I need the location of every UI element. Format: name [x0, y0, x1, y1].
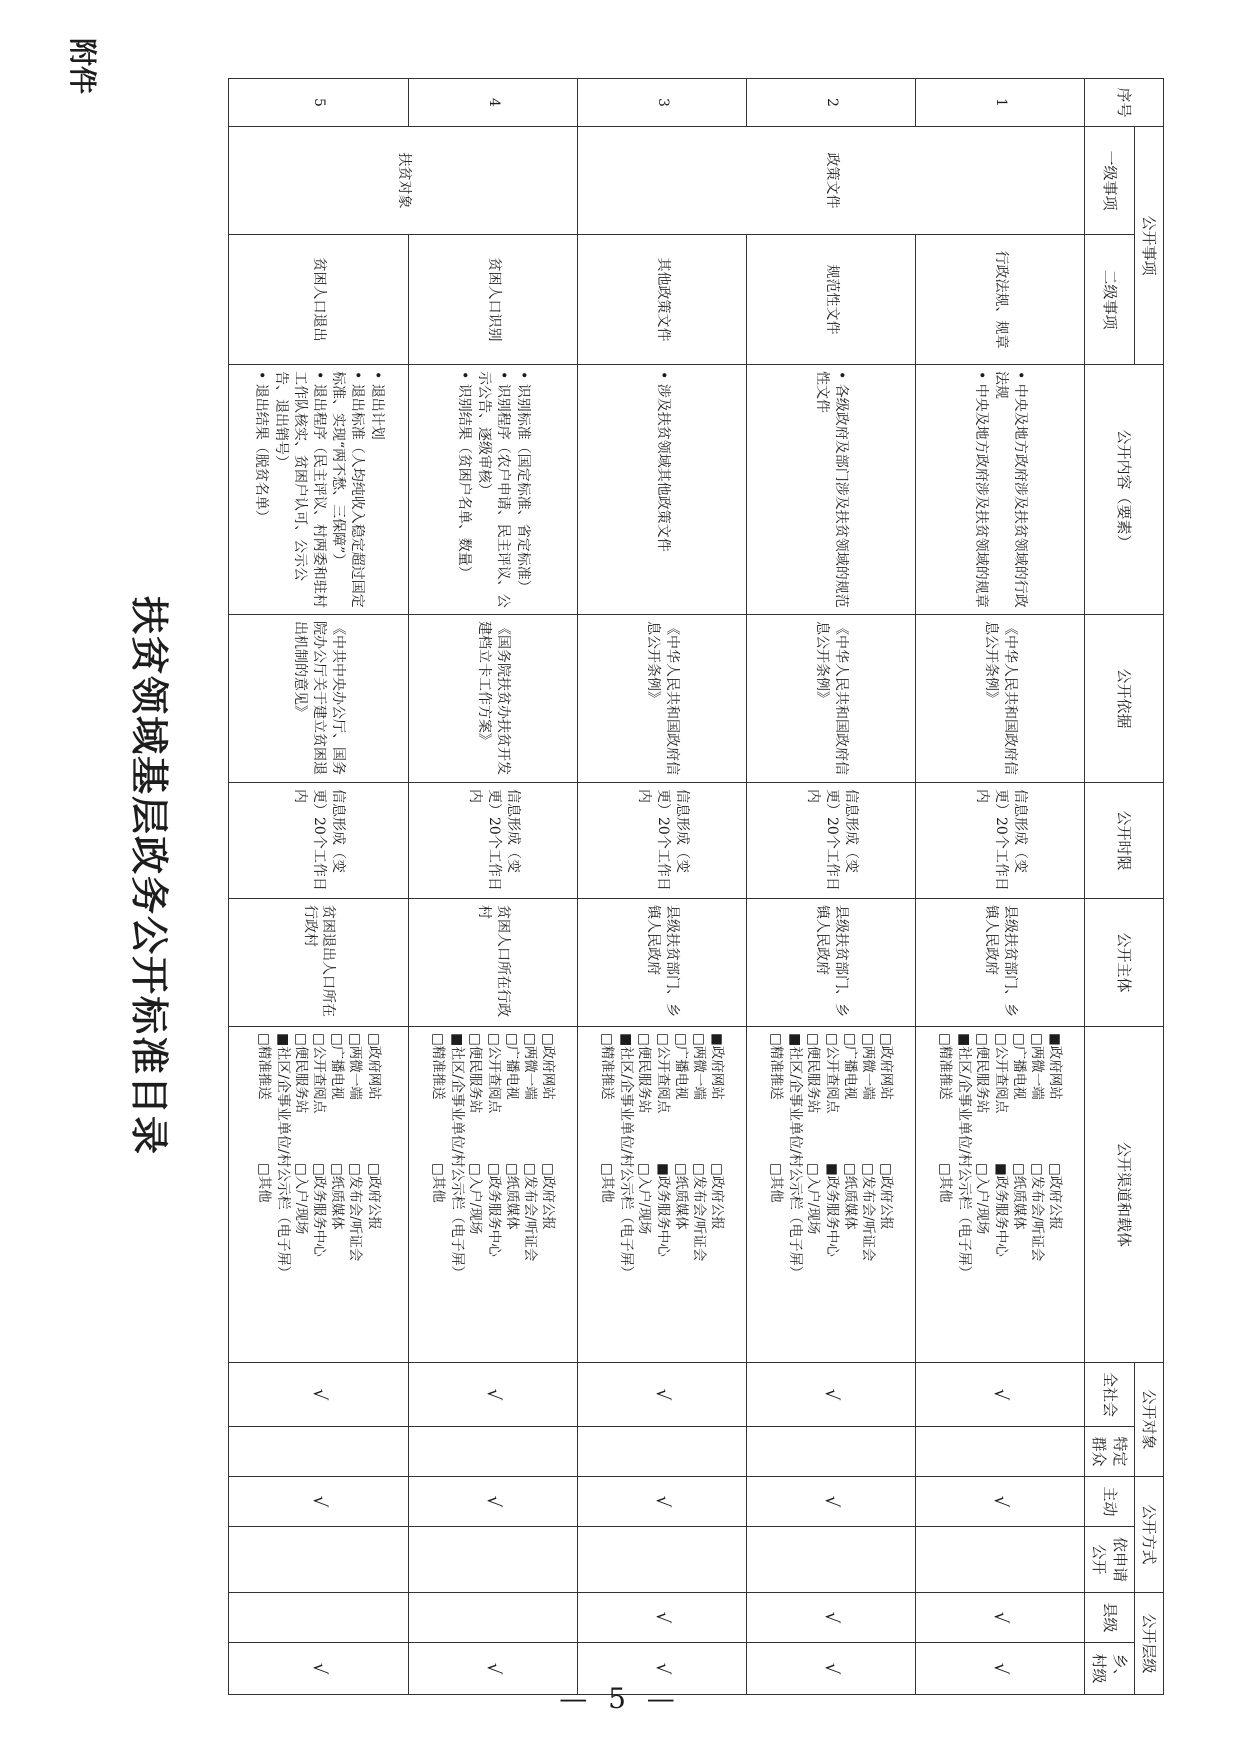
content-item: • 退出计划 [369, 371, 386, 440]
channel-option: □政府公报 [540, 1163, 557, 1230]
channel-option: □纸质媒体 [329, 1163, 346, 1230]
channel-option: □发布会/听证会 [522, 1163, 539, 1262]
header-level-group: 公开层级 [1134, 1593, 1163, 1695]
channel-option: □发布会/听证会 [1029, 1163, 1046, 1262]
cell-method-active: √ [916, 1477, 1085, 1527]
cell-content [747, 365, 916, 615]
content-item: • 涉及扶贫领域其他政策文件 [654, 371, 671, 552]
channel-option: □精准推送 [599, 1033, 616, 1100]
cell-audience-specific [229, 1427, 409, 1477]
cell-seq: 5 [229, 79, 409, 127]
cell-level-township: √ [916, 1643, 1085, 1695]
channel-option: □其他 [768, 1163, 785, 1203]
cell-method-active: √ [409, 1477, 578, 1527]
header-items-group: 公开事项 [1134, 127, 1163, 365]
cell-audience-specific [747, 1427, 916, 1477]
channel-option: □公开查阅点 [311, 1033, 328, 1114]
content-item: • 退出标准（人均纯收入稳定超过国定标准、实现“两不愁、三保障”） [330, 371, 366, 608]
cell-subject: 贫困退出人口所在行政村 [229, 899, 409, 1027]
channel-option: ■政务服务中心 [654, 1163, 671, 1257]
channel-option: □两微一端 [522, 1033, 539, 1100]
header-basis: 公开依据 [1085, 615, 1164, 783]
cell-content [409, 365, 578, 615]
cell-level-township: √ [747, 1643, 916, 1695]
cell-channels [229, 1027, 409, 1363]
cell-method-active: √ [578, 1477, 747, 1527]
header-content: 公开内容（要素） [1085, 365, 1164, 615]
channel-option: □精准推送 [768, 1033, 785, 1100]
header-method-request: 依申请公开 [1085, 1527, 1135, 1593]
cell-subject: 县级扶贫部门、乡镇人民政府 [916, 899, 1085, 1027]
channel-option: ■政务服务中心 [992, 1163, 1009, 1257]
channel-option: □公开查阅点 [485, 1033, 502, 1114]
channel-option: □政务服务中心 [485, 1163, 502, 1257]
cell-content [578, 365, 747, 615]
cell-method-active: √ [747, 1477, 916, 1527]
cell-level1: 扶贫对象 [229, 127, 578, 235]
cell-method-request [747, 1527, 916, 1593]
table-row [747, 79, 916, 1695]
cell-basis: 《国务院扶贫办扶贫开发建档立卡工作方案》 [409, 615, 578, 783]
channel-option: □广播电视 [503, 1033, 520, 1100]
cell-content [916, 365, 1085, 615]
header-time-limit: 公开时限 [1085, 783, 1164, 899]
channel-option: □其他 [599, 1163, 616, 1203]
channel-option: □精准推送 [255, 1033, 272, 1100]
header-audience-group: 公开对象 [1134, 1363, 1163, 1477]
cell-audience-all: √ [747, 1363, 916, 1427]
cell-level2: 贫困人口退出 [229, 235, 409, 365]
channel-option: □便民服务站 [974, 1033, 991, 1114]
cell-level-township: √ [409, 1643, 578, 1695]
content-item: • 中央及地方政府涉及扶贫领域的行政法规 [993, 371, 1029, 608]
cell-audience-specific [916, 1427, 1085, 1477]
cell-subject: 县级扶贫部门、乡镇人民政府 [747, 899, 916, 1027]
table-row [916, 79, 1085, 1695]
channel-option: ■政府网站 [709, 1033, 726, 1100]
channel-option: □纸质媒体 [1010, 1163, 1027, 1230]
channel-option: ■社区/企事业单位/村公示栏（电子屏） [787, 1033, 804, 1280]
channel-option: □两微一端 [860, 1033, 877, 1100]
cell-seq: 2 [747, 79, 916, 127]
channel-option: □广播电视 [329, 1033, 346, 1100]
cell-level-county: √ [916, 1593, 1085, 1643]
cell-method-request [229, 1527, 409, 1593]
channel-option: □其他 [255, 1163, 272, 1203]
channel-option: □政府公报 [878, 1163, 895, 1230]
cell-channels [578, 1027, 747, 1363]
channel-option: □政府公报 [365, 1163, 382, 1230]
table-row [409, 79, 578, 1695]
cell-subject: 贫困人口所在行政村 [409, 899, 578, 1027]
cell-audience-specific [409, 1427, 578, 1477]
channel-option: □发布会/听证会 [691, 1163, 708, 1262]
channel-option: □政府网站 [878, 1033, 895, 1100]
cell-level2: 规范性文件 [747, 235, 916, 365]
cell-level-county: √ [747, 1593, 916, 1643]
channel-option: □入户/现场 [974, 1163, 991, 1235]
cell-audience-all: √ [409, 1363, 578, 1427]
header-seq: 序号 [1085, 79, 1164, 127]
channel-option: □政府公报 [1047, 1163, 1064, 1230]
channel-option: □发布会/听证会 [860, 1163, 877, 1262]
channel-option: □便民服务站 [636, 1033, 653, 1114]
cell-content [229, 365, 409, 615]
channel-option: □两微一端 [691, 1033, 708, 1100]
header-subject: 公开主体 [1085, 899, 1164, 1027]
cell-channels [916, 1027, 1085, 1363]
channel-option: □入户/现场 [467, 1163, 484, 1235]
channel-option: □纸质媒体 [672, 1163, 689, 1230]
channel-option: ■政务服务中心 [823, 1163, 840, 1257]
channel-option: □公开查阅点 [992, 1033, 1009, 1114]
cell-level-township: √ [229, 1643, 409, 1695]
channel-option: □公开查阅点 [654, 1033, 671, 1114]
channel-option: □两微一端 [1029, 1033, 1046, 1100]
cell-level-county [229, 1593, 409, 1643]
channel-option: □入户/现场 [292, 1163, 309, 1235]
header-level-township: 乡、村级 [1085, 1643, 1135, 1695]
content-item: • 各级政府及部门涉及扶贫领域的规范性文件 [814, 371, 850, 608]
cell-time-limit: 信息形成（变更）20个工作日内 [747, 783, 916, 899]
cell-level2: 行政法规、规章 [916, 235, 1085, 365]
cell-level1: 政策文件 [578, 127, 1085, 235]
channel-option: □公开查阅点 [823, 1033, 840, 1114]
cell-channels [409, 1027, 578, 1363]
channel-option: □政府网站 [365, 1033, 382, 1100]
channel-option: □广播电视 [841, 1033, 858, 1100]
channel-option: □入户/现场 [636, 1163, 653, 1235]
cell-level2: 其他政策文件 [578, 235, 747, 365]
content-item: • 识别结果（贫困户名单、数量） [456, 371, 473, 580]
channel-option: □精准推送 [937, 1033, 954, 1100]
content-item: • 识别标准（国定标准、省定标准） [514, 371, 531, 594]
content-item: • 识别程序（农户申请、民主评议、公示公告、逐级审核） [476, 371, 512, 608]
channel-option: □发布会/听证会 [347, 1163, 364, 1262]
channel-option: □政府公报 [709, 1163, 726, 1230]
cell-seq: 4 [409, 79, 578, 127]
cell-method-request [916, 1527, 1085, 1593]
cell-time-limit: 信息形成（变更）20个工作日内 [578, 783, 747, 899]
channel-option: □便民服务站 [292, 1033, 309, 1114]
cell-audience-all: √ [916, 1363, 1085, 1427]
header-audience-all: 全社会 [1085, 1363, 1135, 1427]
cell-level-township: √ [578, 1643, 747, 1695]
channel-option: ■社区/企事业单位/村公示栏（电子屏） [274, 1033, 291, 1280]
header-row-1 [1134, 79, 1163, 1695]
document-title: 扶贫领域基层政务公开标准目录 [127, 595, 172, 1156]
cell-level-county [409, 1593, 578, 1643]
cell-seq: 3 [578, 79, 747, 127]
header-method-group: 公开方式 [1134, 1477, 1163, 1593]
channel-option: ■社区/企事业单位/村公示栏（电子屏） [618, 1033, 635, 1280]
content-item: • 退出结果（脱贫名单） [252, 371, 269, 524]
cell-basis: 《中共中央办公厅、国务院办公厅关于建立贫困退出机制的意见》 [229, 615, 409, 783]
header-level1: 一级事项 [1085, 127, 1135, 235]
cell-audience-all: √ [578, 1363, 747, 1427]
channel-option: □入户/现场 [805, 1163, 822, 1235]
channel-option: □便民服务站 [805, 1033, 822, 1114]
cell-audience-specific [578, 1427, 747, 1477]
cell-basis: 《中华人民共和国政府信息公开条例》 [747, 615, 916, 783]
content-item: • 退出程序（民主评议、村两委和驻村工作队核实、贫困户认可、公示公告、退出销号） [272, 371, 327, 608]
content-item: • 中央及地方政府涉及扶贫领域的规章 [973, 371, 990, 608]
header-audience-specific: 特定群众 [1085, 1427, 1135, 1477]
cell-level-county: √ [578, 1593, 747, 1643]
landscape-document [22, 38, 1182, 1714]
channel-option: ■社区/企事业单位/村公示栏（电子屏） [956, 1033, 973, 1280]
cell-seq: 1 [916, 79, 1085, 127]
channel-option: □其他 [430, 1163, 447, 1203]
header-method-active: 主动 [1085, 1477, 1135, 1527]
channel-option: □精准推送 [430, 1033, 447, 1100]
cell-subject: 县级扶贫部门、乡镇人民政府 [578, 899, 747, 1027]
cell-channels [747, 1027, 916, 1363]
cell-time-limit: 信息形成（变更）20个工作日内 [409, 783, 578, 899]
channel-option: □其他 [937, 1163, 954, 1203]
cell-audience-all: √ [229, 1363, 409, 1427]
channel-option: ■政府网站 [1047, 1033, 1064, 1100]
channel-option: □政府网站 [540, 1033, 557, 1100]
table-row [229, 79, 409, 1695]
channel-option: ■社区/企事业单位/村公示栏（电子屏） [449, 1033, 466, 1280]
cell-time-limit: 信息形成（变更）20个工作日内 [916, 783, 1085, 899]
channel-option: □广播电视 [1010, 1033, 1027, 1100]
channel-option: □纸质媒体 [503, 1163, 520, 1230]
channel-option: □广播电视 [672, 1033, 689, 1100]
table-row [578, 79, 747, 1695]
cell-basis: 《中华人民共和国政府信息公开条例》 [916, 615, 1085, 783]
cell-method-active: √ [229, 1477, 409, 1527]
channel-option: □两微一端 [347, 1033, 364, 1100]
cell-basis: 《中华人民共和国政府信息公开条例》 [578, 615, 747, 783]
cell-method-request [409, 1527, 578, 1593]
attachment-label: 附件 [66, 38, 99, 95]
header-level-county: 县级 [1085, 1593, 1135, 1643]
channel-option: □政务服务中心 [311, 1163, 328, 1257]
header-channels: 公开渠道和载体 [1085, 1027, 1164, 1363]
cell-method-request [578, 1527, 747, 1593]
standard-catalog-table [228, 78, 1164, 1695]
cell-time-limit: 信息形成（变更）20个工作日内 [229, 783, 409, 899]
cell-level2: 贫困人口识别 [409, 235, 578, 365]
channel-option: □纸质媒体 [841, 1163, 858, 1230]
header-level2: 二级事项 [1085, 235, 1135, 365]
channel-option: □便民服务站 [467, 1033, 484, 1114]
page-number: — 5 — [559, 1682, 681, 1715]
